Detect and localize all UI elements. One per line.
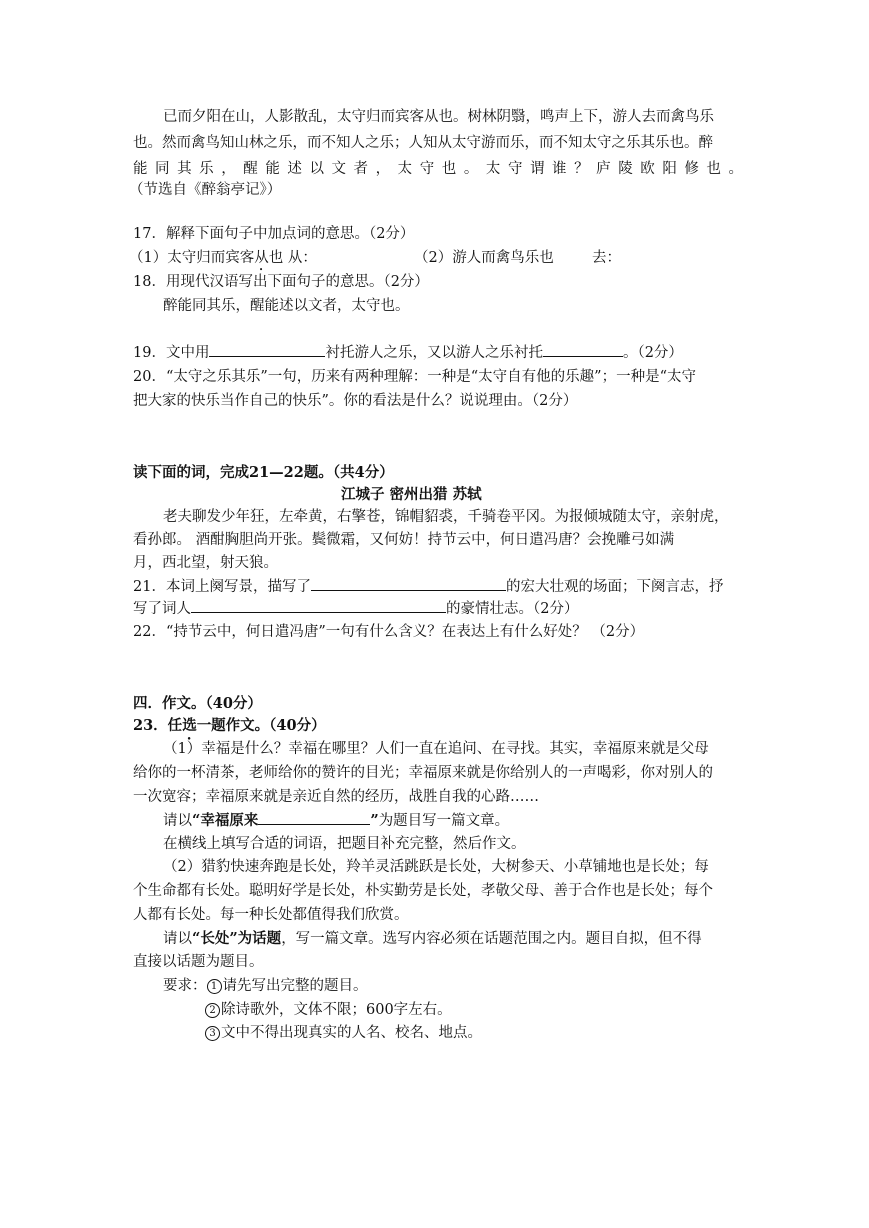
passage-source: （节选自《醉翁亭记》） [129,182,282,198]
circled-number-1: 1 [207,979,222,994]
ci-title: 江城子 密州出猎 苏轼 [341,486,482,503]
requirement-2-text: 除诗歌外，文体不限；600字左右。 [221,1002,452,1018]
opt2-prompt-topic: “长处”为话题 [192,930,282,947]
opt1-prompt-post: 为题目写一篇文章。 [378,813,510,829]
q21-line2-pre: 写了词人 [133,601,191,617]
opt1-title-blank[interactable] [258,810,370,825]
q17-stem: 17．解释下面句子中加点词的意思。（2分） [133,226,415,242]
q17-parts [129,248,317,274]
q22-text: 22．“持节云中，何日遣冯唐”一句有什么含义？在表达上有什么好处？ （2分） [133,624,645,640]
q19-post: 。（2分） [622,345,683,361]
requirement-3 [205,1023,482,1043]
opt1-prompt [163,810,509,831]
opt2-line-3: 人都有长处。每一种长处都值得我们欣赏。 [133,907,409,923]
essay-section-title: 四．作文。（40分） [133,695,262,712]
requirements-label: 要求： [163,978,207,994]
q21-line2-post: 的豪情壮志。（2分） [446,601,579,617]
passage-line-3-text: 能 同 其 乐 ， 醒 能 述 以 文 者 ， 太 守 也 。 太 守 谓 谁 ？ 庐 陵 欧 阳 修 也 。 [133,161,743,177]
q21-blank-2[interactable] [191,598,446,613]
ci-line-2: 看孙郎。 酒酣胸胆尚开张。鬓微霜，又何妨！持节云中，何日遣冯唐？会挽雕弓如满 [133,532,675,548]
q23-dot-word: 选 [182,717,197,734]
q18-stem: 18．用现代汉语写出下面句子的意思。（2分） [133,274,429,290]
opt1-prompt-pre: 请以 [163,813,192,829]
q19-pre: 19．文中用 [133,345,210,361]
ci-line-1: 老夫聊发少年狂，左牵黄，右擎苍，锦帽貂裘，千骑卷平冈。为报倾城随太守，亲射虎， [163,509,729,525]
q17-part2 [414,248,554,268]
opt2-line-2: 个生命都有长处。聪明好学是长处，朴实勤劳是长处，孝敬父母、善于合作也是长处；每个 [133,883,713,899]
opt1-prompt-title: “幸福原来 [192,812,259,829]
q21-blank-1[interactable] [311,576,506,591]
q17-p1-pre: （1）太守归而宾客 [129,250,255,266]
requirement-1 [163,976,368,996]
circled-number-3: 3 [205,1026,220,1041]
opt2-prompt [163,929,702,949]
circled-number-2: 2 [205,1003,220,1018]
passage-line-2: 也。然而禽鸟知山林之乐，而不知人之乐；人知从太守游而乐，而不知太守之乐其乐也。醉 [133,135,713,151]
q18-sentence: 醉能同其乐，醒能述以文者，太守也。 [163,298,410,314]
requirement-2 [205,1000,452,1020]
opt1-line-1: （1）幸福是什么？幸福在哪里？人们一直在追问、在寻找。其实，幸福原来就是父母 [163,741,709,757]
q17-p1-post: 也 从： [268,250,317,266]
q21-line-2 [133,598,578,619]
q17-p2-mid: 而禽鸟乐也 [481,250,554,266]
opt1-line-2: 给你的一杯清茶，老师给你的赞许的目光；幸福原来就是你给别人的一声喝彩，你对别人的 [133,765,713,781]
passage-line-1: 已而夕阳在山，人影散乱，太守归而宾客从也。树林阴翳，鸣声上下，游人去而禽鸟乐 [163,109,714,125]
q23-post: 一题作文。（40分） [196,717,326,734]
q23-pre: 23．任 [133,717,183,734]
opt2-prompt-line-2: 直接以话题为题目。 [133,954,264,970]
opt2-line-1: （2）猎豹快速奔跑是长处，羚羊灵活跳跃是长处，大树参天、小草铺地也是长处；每 [163,859,709,875]
requirement-1-text: 请先写出完整的题目。 [222,978,368,994]
q19-blank-2[interactable] [543,342,623,357]
q19-line [133,342,683,363]
ci-line-3: 月，西北望，射天狼。 [133,555,278,571]
q20-line-2: 把大家的快乐当作自己的快乐”。你的看法是什么？说说理由。（2分） [133,393,578,409]
requirement-3-text: 文中不得出现真实的人名、校名、地点。 [221,1025,482,1041]
opt1-fill-instruction: 在横线上填写合适的词语，把题目补充完整，然后作文。 [163,836,526,852]
q20-line-1: 20．“太守之乐其乐”一句，历来有两种理解：一种是“太守自有他的乐趣”；一种是“太守 [133,369,697,385]
q21-line-1 [133,576,723,597]
q17-p2-answer: 去： [592,250,621,266]
passage-line-3 [133,159,743,179]
opt2-prompt-post: ，写一篇文章。选写内容必须在话题范围之内。题目自拟，但不得 [281,931,702,947]
opt1-line-3: 一次宽容；幸福原来就是亲近自然的经历，战胜自我的心路…… [133,789,539,805]
q19-mid: 衬托游人之乐，又以游人之乐衬托 [325,345,543,361]
q19-blank-1[interactable] [209,342,325,357]
q21-pre: 21．本词上阕写景，描写了 [133,579,311,595]
q17-p1-dot-word: 从 [254,250,269,266]
opt1-prompt-close: ” [370,812,379,829]
ci-heading: 读下面的词，完成21—22题。（共4分） [133,464,394,481]
q17-p2-pre: （2）游人 [414,250,482,266]
q21-post1: 的宏大壮观的场面；下阕言志，抒 [505,579,724,595]
opt2-prompt-pre: 请以 [163,931,192,947]
